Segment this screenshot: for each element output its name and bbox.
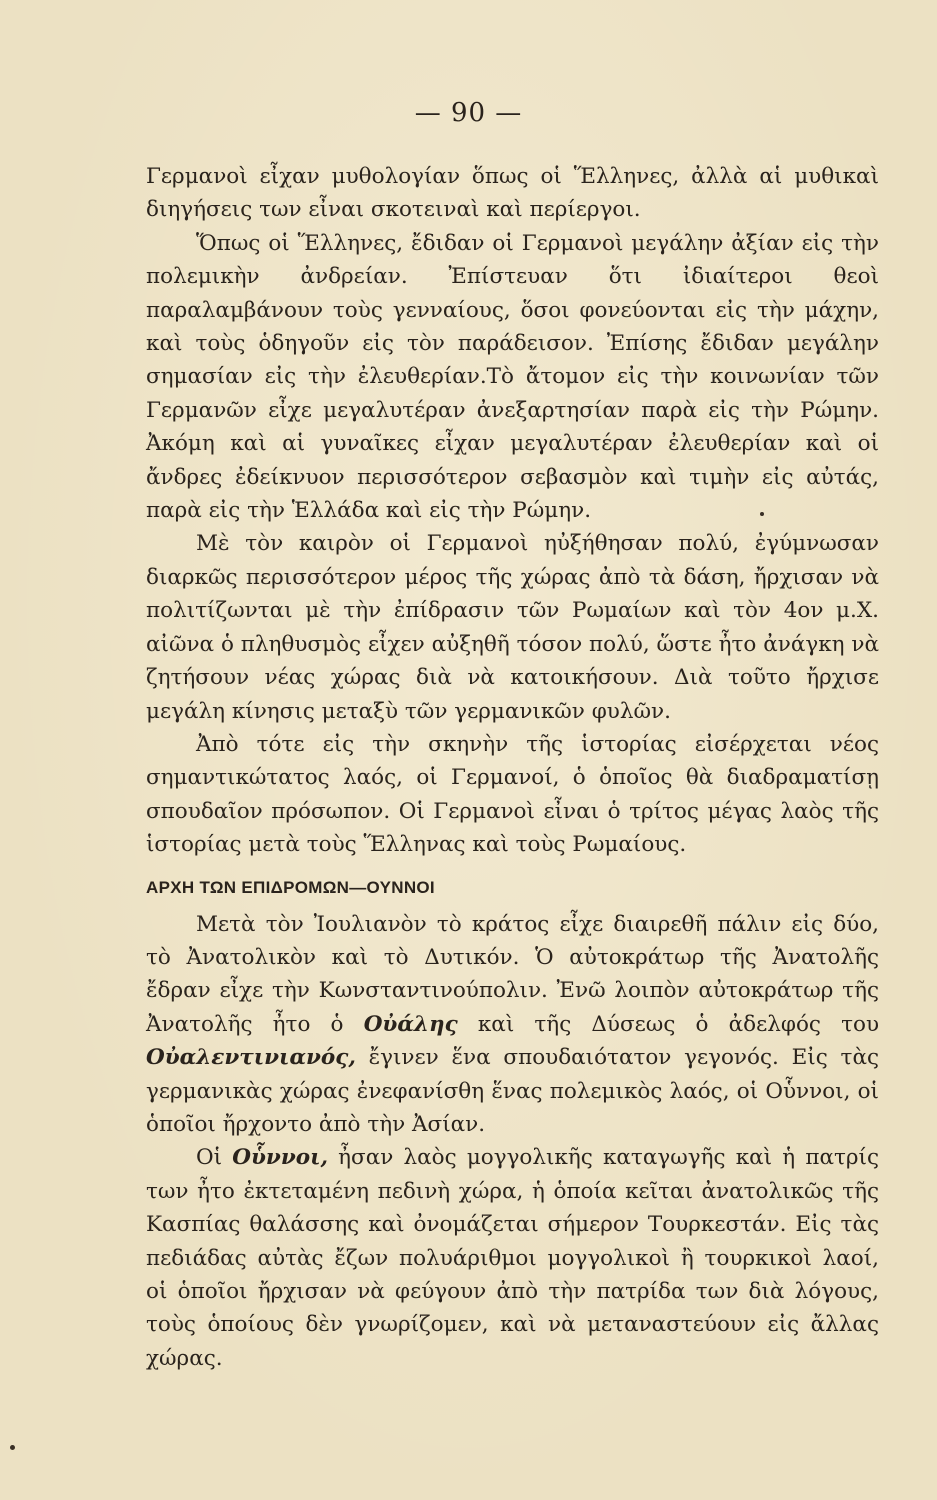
text-run: ἔγινεν ἕνα σπουδαιότατον γεγονός. Εἰς τὰς γερμανικὰς χώρας ἐνεφανίσθη ἕνας πολεμικὸς λαός, οἱ Οὗννοι, οἱ ὁποῖοι ἤρχοντο ἀπὸ τὴν Ἀσίαν. [146,1045,879,1137]
paragraph-germanic-entry: Ἀπὸ τότε εἰς τὴν σκηνὴν τῆς ἱστορίας εἰσέρχεται νέος σημαντικώτατος λαός, οἱ Γερμανοί, ὁ ὁποῖος θὰ διαδραματίσῃ σπουδαῖον πρόσωπον. Οἱ Γερμανοὶ εἶναι ὁ τρίτος μέγας λαὸς τῆς ἱστορίας μετὰ τοὺς Ἕλληνας καὶ τοὺς Ρωμαίους. [146,731,879,858]
name-huns: Οὗννοι, [232,1145,328,1171]
text-run: Οἱ [196,1145,233,1171]
name-valens: Οὐάλης [363,1011,458,1037]
paragraph-huns [146,1141,879,1375]
body-text [146,160,879,1375]
ink-speck [10,1445,15,1450]
text-run: καὶ τῆς Δύσεως ὁ ἀδελφός του [457,1011,880,1037]
text-run: Μετὰ τὸν Ἰουλιανὸν τὸ κράτος εἶχε διαιρεθῆ πάλιν εἰς δύο, τὸ Ἀνατολικὸν καὶ τὸ Δυτικόν. Ὁ αὐτοκράτωρ τῆς Ἀνατολῆς ἔδραν εἶχε τὴν Κωνσταντινούπολιν. Ἐνῶ λοιπὸν αὐτοκράτωρ τῆς Ἀνατολῆς ἦτο ὁ [146,911,879,1037]
paragraph-germanic-growth: Μὲ τὸν καιρὸν οἱ Γερμανοὶ ηὐξήθησαν πολύ, ἐγύμνωσαν διαρκῶς περισσότερον μέρος τῆς χώρας ἀπὸ τὰ δάση, ἤρχισαν νὰ πολιτίζωνται μὲ τὴν ἐπίδρασιν τῶν Ρωμαίων καὶ τὸν 4ον μ.Χ. αἰῶνα ὁ πληθυσμὸς εἶχεν αὐξηθῆ τόσον πολύ, ὥστε ἦτο ἀνάγκη νὰ ζητήσουν νέας χώρας διὰ νὰ κατοικήσουν. Διὰ τοῦτο ἤρχισε μεγάλη κίνησις μεταξὺ τῶν γερμανικῶν φυλῶν. [146,531,879,724]
paragraph-empire-division [146,908,879,1142]
paragraph-germanic-mythology: Γερμανοὶ εἶχαν μυθολογίαν ὅπως οἱ Ἕλληνες, ἀλλὰ αἱ μυθικαὶ διηγήσεις των εἶναι σκοτειναὶ καὶ περίεργοι. [146,164,879,223]
section-heading: ΑΡΧΗ ΤΩΝ ΕΠΙΔΡΟΜΩΝ—ΟΥΝΝΟΙ [146,877,435,897]
paragraph-germanic-values: Ὅπως οἱ Ἕλληνες, ἔδιδαν οἱ Γερμανοὶ μεγάλην ἀξίαν εἰς τὴν πολεμικὴν ἀνδρείαν. Ἐπίστευαν ὅτι ἰδιαίτεροι θεοὶ παραλαμβάνουν τοὺς γενναίους, ὅσοι φονεύονται εἰς τὴν μάχην, καὶ τοὺς ὁδηγοῦν εἰς τὸν παράδεισον. Ἐπίσης ἔδιδαν μεγάλην σημασίαν εἰς τὴν ἐλευθερίαν.Τὸ ἄτομον εἰς τὴν κοινωνίαν τῶν Γερμανῶν εἶχε μεγαλυτέραν ἀνεξαρτησίαν παρὰ εἰς τὴν Ρώμην. Ἀκόμη καὶ αἱ γυναῖκες εἶχαν μεγαλυτέραν ἐλευθερίαν καὶ οἱ ἄνδρες ἐδείκνυον περισσότερον σεβασμὸν καὶ τιμὴν εἰς αὐτάς, παρὰ εἰς τὴν Ἑλλάδα καὶ εἰς τὴν Ρώμην. [146,230,879,524]
text-run: ἦσαν λαὸς μογγολικῆς καταγωγῆς καὶ ἡ πατρίς των ἦτο ἐκτεταμένη πεδινὴ χώρα, ἡ ὁποία κεῖται ἀνατολικῶς τῆς Κασπίας θαλάσσης καὶ ὀνομάζεται σήμερον Τουρκεστάν. Εἰς τὰς πεδιάδας αὐτὰς ἔζων πολυάριθμοι μογγολικοὶ ἢ τουρκικοὶ λαοί, οἱ ὁποῖοι ἤρχισαν νὰ φεύγουν ἀπὸ τὴν πατρίδα των διὰ λόγους, τοὺς ὁποίους δὲν γνωρίζομεν, καὶ νὰ μεταναστεύουν εἰς ἄλλας χώρας. [146,1145,879,1371]
name-valentinian: Οὐαλεντινιανός, [146,1045,356,1071]
ink-speck [760,512,764,516]
page-number: — 90 — [414,98,523,128]
